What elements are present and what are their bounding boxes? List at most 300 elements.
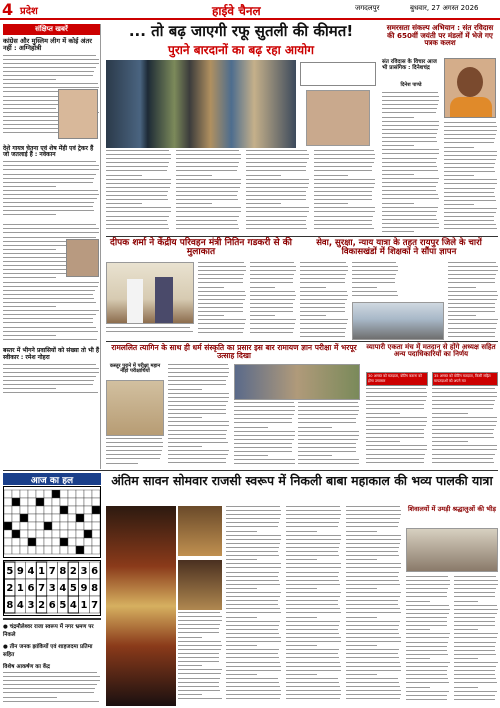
- body-text-line: [406, 687, 430, 688]
- crossword-cell: [68, 530, 76, 538]
- quote-box: [300, 62, 376, 86]
- body-text-line: [3, 331, 98, 332]
- body-text-line: [106, 187, 170, 188]
- body-text-line: [234, 406, 295, 407]
- body-text-line: [178, 657, 219, 658]
- sudoku-digit: 9: [80, 583, 88, 594]
- section-name: प्रदेश: [20, 6, 38, 17]
- body-text-line: [346, 694, 401, 695]
- sacks-photo: [106, 60, 296, 148]
- crossword-cell: [84, 498, 92, 506]
- body-text-line: [286, 596, 340, 597]
- body-text-line: [444, 163, 495, 164]
- body-text-line: [250, 303, 293, 304]
- body-text-line: [406, 670, 447, 671]
- sudoku-digit: 5: [69, 583, 77, 594]
- body-text-line: [250, 323, 295, 324]
- sudoku-digit: 4: [69, 600, 77, 611]
- body-text-line: [286, 531, 317, 532]
- body-text-line: [352, 287, 377, 288]
- crossword-cell: [36, 546, 44, 554]
- person-photo: [66, 239, 99, 277]
- body-text-line: [106, 195, 167, 196]
- body-text-line: [3, 380, 94, 381]
- body-text-line: [432, 449, 497, 450]
- body-text-line: [234, 463, 295, 464]
- body-text-line: [286, 576, 338, 577]
- body-text-line: [226, 686, 280, 687]
- crossword-black-cell: [52, 490, 60, 498]
- body-text-line: [454, 584, 498, 585]
- body-text-line: [286, 539, 341, 540]
- body-text-line: [352, 278, 395, 279]
- body-text-line: [444, 188, 495, 189]
- bottom-headline: अंतिम सावन सोमवार राजसी स्वरूप में निकली बाबा महाकाल की भव्य पालकी यात्रा: [111, 473, 493, 488]
- body-text-line: [246, 224, 306, 225]
- body-text-line: [178, 616, 222, 617]
- sudoku-digit: 2: [38, 600, 46, 611]
- sudoku-digit: 6: [91, 566, 99, 577]
- body-text-line: [286, 522, 339, 523]
- body-text-line: [234, 414, 294, 415]
- body-text-line: [444, 183, 497, 184]
- body-text-line: [454, 691, 497, 692]
- body-text-line: [314, 224, 372, 225]
- crossword-cell: [20, 530, 28, 538]
- right-person-name: दिनेश पाण्डे: [400, 82, 422, 88]
- body-text-line: [448, 278, 495, 279]
- sudoku-digit: 6: [48, 600, 56, 611]
- body-text-line: [246, 228, 307, 229]
- body-text-line: [406, 613, 449, 614]
- teachers-headline: सेवा, सुरक्षा, न्याय यात्रा के तहत रायपुर जिले के चारों विकासखंडों में शिक्षकों ने सौंपा ज्ञापन: [316, 238, 482, 257]
- body-text-line: [352, 295, 398, 296]
- body-text-line: [234, 410, 295, 411]
- crossword-cell: [68, 506, 76, 514]
- crossword-cell: [44, 498, 52, 506]
- crossword-cell: [92, 522, 100, 530]
- palki-photo-2: [178, 560, 222, 610]
- body-text-line: [286, 592, 341, 593]
- body-text-line: [448, 332, 495, 333]
- body-text-line: [406, 617, 447, 618]
- gadkari-headline: दीपक शर्मा ने केंद्रीय परिवहन मंत्री नितिन गडकरी से की मुलाकात: [110, 238, 292, 258]
- body-text-line: [226, 584, 280, 585]
- body-text-line: [346, 621, 400, 622]
- body-text-line: [314, 170, 372, 171]
- body-text-line: [246, 175, 281, 176]
- body-text-line: [366, 392, 427, 393]
- body-text-line: [246, 154, 309, 155]
- body-text-line: [3, 322, 93, 323]
- body-text-line: [382, 219, 437, 220]
- body-text-line: [234, 447, 292, 448]
- body-text-line: [432, 404, 494, 405]
- body-text-line: [346, 559, 377, 560]
- body-text-line: [246, 179, 309, 180]
- body-text-line: [178, 632, 219, 633]
- body-text-line: [448, 270, 498, 271]
- left-story3-body: [3, 364, 100, 399]
- body-text-line: [226, 633, 279, 634]
- body-text-line: [346, 506, 400, 507]
- body-text-line: [432, 388, 495, 389]
- body-text-line: [432, 392, 497, 393]
- crossword-cell: [60, 522, 68, 530]
- body-text-line: [178, 653, 219, 654]
- body-text-line: [178, 698, 222, 699]
- body-text-line: [300, 282, 345, 283]
- body-text-line: [246, 183, 309, 184]
- body-text-line: [250, 311, 293, 312]
- teachers-col1: [300, 262, 348, 340]
- body-text-line: [382, 182, 438, 183]
- body-text-line: [454, 658, 478, 659]
- crossword-cell: [28, 546, 36, 554]
- body-text-line: [226, 563, 281, 564]
- body-text-line: [286, 666, 341, 667]
- body-text-line: [3, 165, 99, 166]
- body-text-line: [234, 451, 292, 452]
- vote-box2: 35 अगस्त को वोटिंग मतदाता, किसी सहित मापतदाओं को अपने मत: [432, 372, 498, 386]
- body-text-line: [226, 694, 281, 695]
- body-text-line: [382, 174, 414, 175]
- crossword-black-cell: [76, 546, 84, 554]
- crossword-svg: [4, 487, 100, 557]
- body-text-line: [286, 551, 338, 552]
- body-text-line: [346, 649, 399, 650]
- body-text-line: [250, 332, 293, 333]
- crossword-cell: [92, 538, 100, 546]
- body-text-line: [3, 202, 94, 203]
- body-text-line: [366, 425, 426, 426]
- body-text-line: [382, 108, 437, 109]
- body-text-line: [406, 678, 448, 679]
- body-text-line: [314, 195, 372, 196]
- body-text-line: [176, 211, 241, 212]
- crossword-cell: [36, 506, 44, 514]
- body-text-line: [176, 162, 239, 163]
- body-text-line: [3, 680, 100, 681]
- body-text-line: [3, 210, 94, 211]
- body-text-line: [286, 698, 340, 699]
- body-text-line: [178, 682, 219, 683]
- body-text-line: [286, 649, 339, 650]
- body-text-line: [176, 175, 212, 176]
- body-text-line: [346, 551, 398, 552]
- crossword-cell: [4, 546, 12, 554]
- body-text-line: [246, 150, 307, 151]
- body-text-line: [300, 274, 346, 275]
- body-text-line: [346, 686, 400, 687]
- body-text-line: [168, 458, 226, 459]
- body-text-line: [106, 179, 171, 180]
- right-bottom-headline: शिवालयों में उमड़ी श्रद्धालुओं की भीड़: [407, 505, 496, 513]
- body-text-line: [3, 701, 99, 702]
- sudoku-digit: 1: [16, 583, 24, 594]
- crossword-cell: [52, 506, 60, 514]
- body-text-line: [198, 332, 243, 333]
- crossword-cell: [68, 514, 76, 522]
- body-text-line: [382, 121, 439, 122]
- body-text-line: [298, 410, 359, 411]
- crossword-cell: [44, 546, 52, 554]
- body-text-line: [286, 526, 338, 527]
- body-text-line: [454, 687, 478, 688]
- bottom-col1: [178, 612, 222, 706]
- body-text-line: [3, 67, 96, 68]
- sudoku-digit: 7: [38, 583, 46, 594]
- body-text-line: [454, 629, 478, 630]
- body-text-line: [168, 409, 226, 410]
- body-text-line: [226, 576, 278, 577]
- body-text-line: [406, 605, 449, 606]
- body-text-line: [178, 694, 202, 695]
- body-text-line: [346, 535, 401, 536]
- body-text-line: [198, 323, 245, 324]
- body-text-line: [454, 650, 495, 651]
- body-text-line: [406, 580, 450, 581]
- body-text-line: [444, 204, 474, 205]
- body-text-line: [226, 670, 281, 671]
- body-text-line: [444, 224, 496, 225]
- crossword-cell: [84, 514, 92, 522]
- crossword-cell: [44, 530, 52, 538]
- body-text-line: [366, 458, 424, 459]
- body-text-line: [286, 563, 341, 564]
- body-text-line: [406, 609, 450, 610]
- body-text-line: [346, 584, 400, 585]
- body-text-line: [346, 604, 398, 605]
- body-text-line: [366, 462, 424, 463]
- body-text-line: [198, 328, 244, 329]
- crossword-cell: [20, 506, 28, 514]
- body-text-line: [198, 307, 243, 308]
- body-text-line: [3, 63, 99, 64]
- body-text-line: [226, 645, 257, 646]
- body-text-line: [226, 612, 281, 613]
- body-text-line: [176, 203, 212, 204]
- crossword-cell: [52, 538, 60, 546]
- body-text-line: [346, 666, 401, 667]
- issue-date: बुधवार, 27 अगस्त 2026: [410, 4, 479, 12]
- body-text-line: [168, 421, 229, 422]
- body-text-line: [366, 408, 424, 409]
- body-text-line: [382, 141, 437, 142]
- body-text-line: [454, 678, 496, 679]
- body-text-line: [346, 612, 401, 613]
- exam-col3: [234, 402, 296, 468]
- body-text-line: [432, 429, 494, 430]
- body-text-line: [178, 628, 219, 629]
- body-text-line: [432, 462, 494, 463]
- body-text-line: [176, 228, 239, 229]
- crossword-cell: [20, 538, 28, 546]
- body-text-line: [3, 249, 56, 250]
- body-text-line: [226, 637, 281, 638]
- body-text-line: [176, 199, 238, 200]
- body-text-line: [3, 55, 96, 56]
- body-text-line: [168, 364, 228, 365]
- body-text-line: [234, 435, 295, 436]
- bullet-1: ● चंद्रमौलेश्वर राजा स्वरूप में नगर भ्रमण पर निकले: [3, 624, 94, 638]
- sudoku-digit: 1: [80, 600, 88, 611]
- body-text-line: [454, 670, 495, 671]
- body-text-line: [382, 223, 439, 224]
- exam-photo: [106, 380, 164, 436]
- body-text-line: [106, 228, 169, 229]
- crossword-cell: [28, 498, 36, 506]
- body-text-line: [382, 133, 437, 134]
- vote-col2: [432, 388, 498, 468]
- body-text-line: [352, 291, 397, 292]
- body-text-line: [226, 657, 279, 658]
- sudoku-digit: 1: [38, 566, 46, 577]
- body-text-line: [250, 282, 293, 283]
- body-text-line: [454, 642, 496, 643]
- body-text-line: [314, 187, 374, 188]
- dinesh-photo: [444, 58, 496, 118]
- body-text-line: [352, 282, 395, 283]
- body-text-line: [286, 600, 338, 601]
- body-text-line: [176, 191, 238, 192]
- body-text-line: [3, 75, 93, 76]
- body-text-line: [346, 608, 400, 609]
- sudoku-digit: 7: [48, 566, 56, 577]
- crossword-cell: [28, 506, 36, 514]
- body-text-line: [300, 270, 348, 271]
- body-text-line: [286, 572, 339, 573]
- body-text-line: [346, 592, 401, 593]
- body-text-line: [106, 175, 142, 176]
- body-text-line: [168, 397, 229, 398]
- body-text-line: [176, 216, 239, 217]
- body-text-line: [234, 431, 295, 432]
- body-text-line: [448, 315, 476, 316]
- crossword-cell: [44, 514, 52, 522]
- crossword-cell: [84, 490, 92, 498]
- body-text-line: [286, 629, 338, 630]
- body-text-line: [286, 645, 317, 646]
- sudoku-digit: 8: [6, 600, 14, 611]
- crossword-cell: [52, 514, 60, 522]
- body-text-line: [346, 596, 400, 597]
- body-text-line: [314, 211, 375, 212]
- body-text-line: [298, 463, 359, 464]
- body-text-line: [3, 237, 96, 238]
- body-text-line: [226, 674, 257, 675]
- body-text-line: [366, 429, 424, 430]
- crossword-cell: [36, 538, 44, 546]
- body-text-line: [300, 295, 348, 296]
- body-text-line: [286, 662, 340, 663]
- bullet-1-text: चंद्रमौलेश्वर राजा स्वरूप में नगर भ्रमण पर निकले: [3, 624, 94, 638]
- body-text-line: [168, 372, 229, 373]
- body-text-line: [352, 270, 398, 271]
- body-text-line: [198, 311, 243, 312]
- body-text-line: [448, 311, 495, 312]
- crossword-cell: [28, 514, 36, 522]
- body-text-line: [226, 518, 280, 519]
- body-text-line: [226, 608, 280, 609]
- body-text-line: [432, 413, 468, 414]
- body-text-line: [298, 459, 359, 460]
- body-text-line: [168, 401, 228, 402]
- body-text-line: [366, 454, 425, 455]
- body-text-line: [314, 162, 374, 163]
- body-text-line: [286, 518, 340, 519]
- crossword-cell: [60, 490, 68, 498]
- body-text-line: [250, 262, 294, 263]
- crossword-cell: [76, 490, 84, 498]
- body-text-line: [226, 604, 278, 605]
- body-text-line: [432, 437, 494, 438]
- body-text-line: [3, 286, 98, 287]
- body-text-line: [346, 674, 377, 675]
- body-text-line: [432, 417, 497, 418]
- body-text-line: [406, 695, 447, 696]
- body-text-line: [298, 447, 356, 448]
- body-text-line: [250, 295, 296, 296]
- body-text-line: [198, 299, 245, 300]
- body-text-line: [106, 154, 171, 155]
- body-text-line: [454, 617, 495, 618]
- body-text-line: [286, 547, 339, 548]
- body-text-line: [3, 372, 99, 373]
- body-text-line: [406, 625, 447, 626]
- body-text-line: [286, 584, 340, 585]
- body-text-line: [246, 166, 306, 167]
- body-text-line: [168, 434, 226, 435]
- body-text-line: [406, 666, 448, 667]
- body-text-line: [382, 129, 438, 130]
- gadkari-col1: [198, 262, 246, 336]
- body-text-line: [366, 441, 400, 442]
- body-text-line: [406, 576, 448, 577]
- body-text-line: [250, 319, 296, 320]
- body-text-line: [246, 199, 306, 200]
- crossword-cell: [76, 530, 84, 538]
- body-text-line: [346, 657, 399, 658]
- body-text-line: [448, 307, 495, 308]
- body-text-line: [454, 576, 496, 577]
- body-text-line: [448, 319, 498, 320]
- body-text-line: [106, 331, 193, 332]
- body-text-line: [226, 522, 279, 523]
- body-text-line: [3, 298, 94, 299]
- body-text-line: [176, 207, 241, 208]
- crossword-cell: [36, 514, 44, 522]
- body-text-line: [226, 600, 278, 601]
- top-story-col4: [314, 150, 376, 232]
- body-text-line: [366, 396, 427, 397]
- body-text-line: [3, 186, 56, 187]
- body-text-line: [448, 328, 496, 329]
- body-text-line: [454, 637, 497, 638]
- body-text-line: [454, 682, 497, 683]
- body-text-line: [226, 588, 257, 589]
- body-text-line: [3, 302, 96, 303]
- body-text-line: [406, 691, 449, 692]
- body-text-line: [346, 526, 398, 527]
- sudoku-digit: 4: [59, 583, 67, 594]
- body-text-line: [3, 232, 99, 233]
- body-text-line: [250, 307, 293, 308]
- body-text-line: [352, 262, 396, 263]
- crossword-cell: [92, 498, 100, 506]
- body-text-line: [198, 291, 245, 292]
- body-text-line: [300, 278, 345, 279]
